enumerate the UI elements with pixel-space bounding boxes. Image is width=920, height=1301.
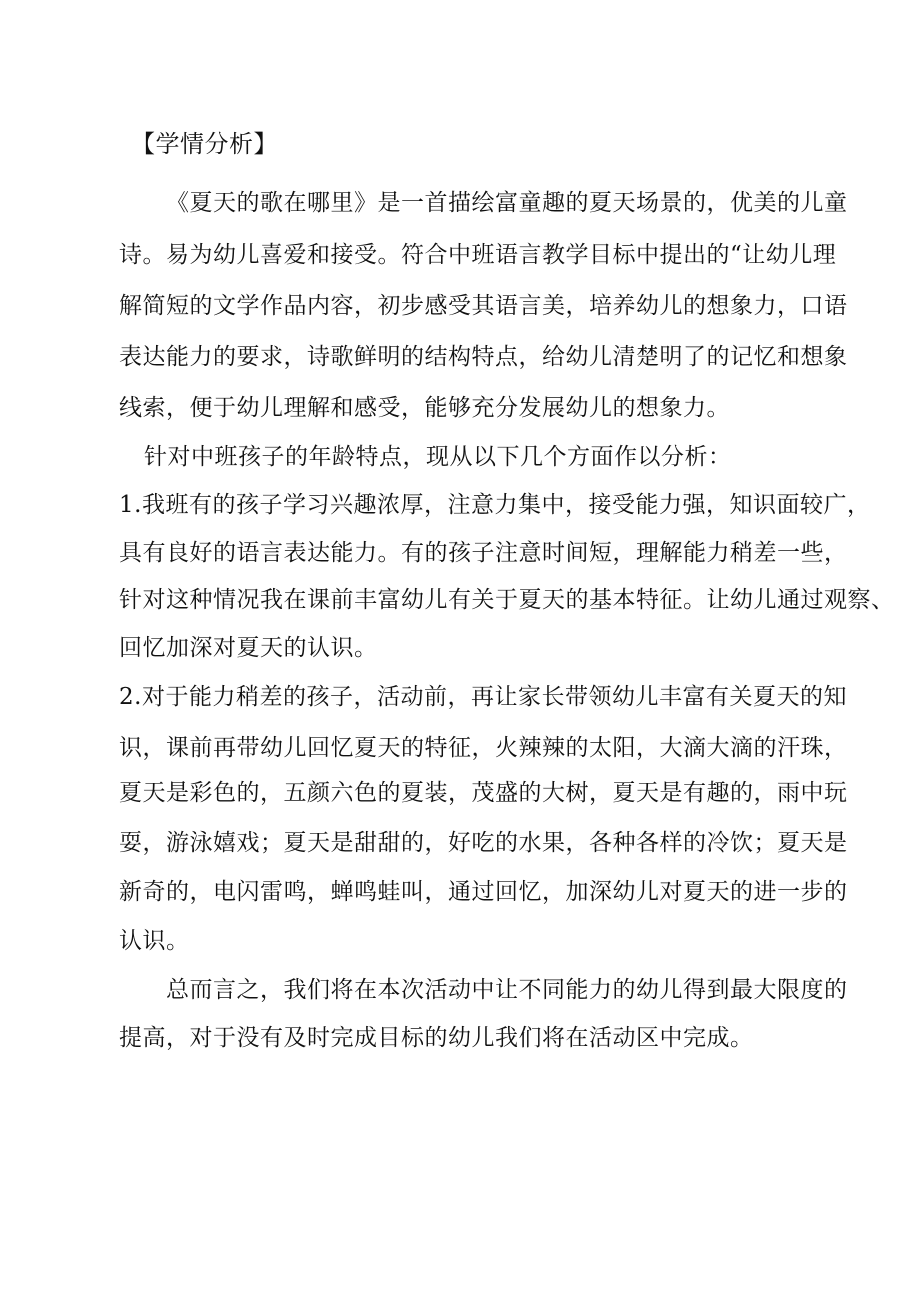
item-line: 回忆加深对夏天的认识。 [119,635,378,661]
section-heading: 【学情分析】 [131,130,278,158]
item-line: 新奇的，电闪雷鸣，蝉鸣蛙叫，通过回忆，加深幼儿对夏天的进一步的 [119,879,848,905]
intro-line: 针对中班孩子的年龄特点，现从以下几个方面作以分析： [144,444,732,470]
item-line: 识，课前再带幼儿回忆夏天的特征，火辣辣的太阳，大滴大滴的汗珠， [119,735,848,761]
item-line: 耍，游泳嬉戏；夏天是甜甜的，好吃的水果，各种各样的冷饮；夏天是 [119,830,848,856]
item-line: 1.我班有的孩子学习兴趣浓厚，注意力集中，接受能力强，知识面较广， [119,492,871,518]
paragraph-line: 总而言之，我们将在本次活动中让不同能力的幼儿得到最大限度的 [166,977,848,1003]
item-line: 具有良好的语言表达能力。有的孩子注意时间短，理解能力稍差一些， [119,540,848,566]
paragraph-line: 表达能力的要求，诗歌鲜明的结构特点，给幼儿清楚明了的记忆和想象 [119,344,848,370]
paragraph-line: 线索，便于幼儿理解和感受，能够充分发展幼儿的想象力。 [119,395,730,421]
item-line: 认识。 [119,928,190,954]
item-line: 针对这种情况我在课前丰富幼儿有关于夏天的基本特征。让幼儿通过观察、 [119,587,895,613]
item-line: 2.对于能力稍差的孩子，活动前，再让家长带领幼儿丰富有关夏天的知 [119,684,847,710]
paragraph-line: 提高，对于没有及时完成目标的幼儿我们将在活动区中完成。 [119,1025,754,1051]
paragraph-line: 诗。易为幼儿喜爱和接受。符合中班语言教学目标中提出的“让幼儿理 [119,242,837,268]
item-line: 夏天是彩色的，五颜六色的夏装，茂盛的大树，夏天是有趣的，雨中玩 [119,780,848,806]
paragraph-line: 《夏天的歌在哪里》是一首描绘富童趣的夏天场景的，优美的儿童 [166,190,848,216]
paragraph-line: 解简短的文学作品内容，初步感受其语言美，培养幼儿的想象力，口语 [119,293,848,319]
